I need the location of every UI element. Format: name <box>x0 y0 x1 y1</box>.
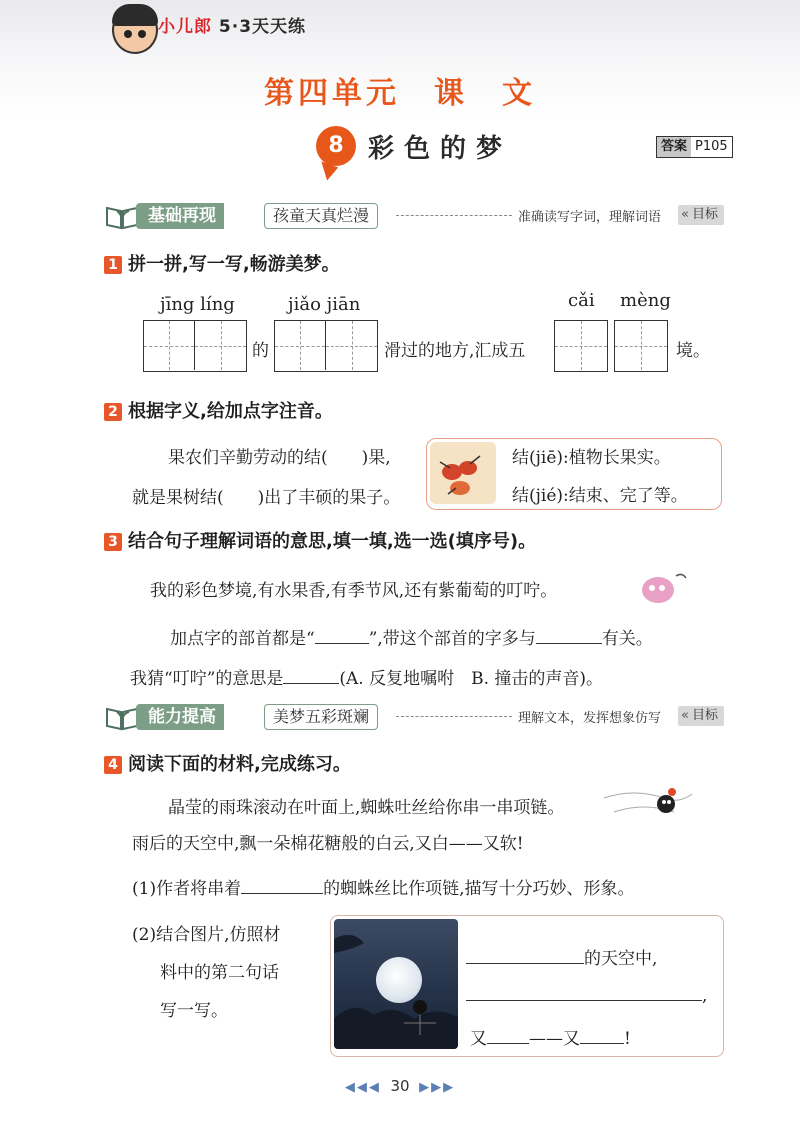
brand-name: 小儿郎 <box>158 17 212 37</box>
question-instruction: 根据字义,给加点字注音。 <box>128 401 333 422</box>
q2-sentence-1: 果农们辛勤劳动的结( )果, <box>168 448 391 468</box>
q4-sub-2-line-2: 料中的第二句话 <box>160 963 279 983</box>
ant-illustration-icon <box>430 442 496 504</box>
fill-blank-relation[interactable] <box>536 643 602 644</box>
goal-tag: « 目标 <box>678 205 724 225</box>
section-label: 基础再现 <box>136 203 224 229</box>
q3-quote: 我的彩色梦境,有水果香,有季节风,还有紫葡萄的叮咛。 <box>150 581 558 601</box>
night-trees-icon <box>334 919 458 1049</box>
answer-reference <box>656 136 733 158</box>
right-arrows-icon: ▶▶▶ <box>419 1080 456 1095</box>
grid-cell[interactable] <box>144 321 195 370</box>
cartoon-ball-icon <box>636 570 692 606</box>
fill-blank-raindrops[interactable] <box>241 893 323 894</box>
question-3-heading <box>104 527 536 553</box>
book-sprout-icon <box>104 202 140 230</box>
pinyin-jingling: jīng líng <box>160 294 235 315</box>
question-instruction: 阅读下面的材料,完成练习。 <box>128 754 351 775</box>
question-1-heading <box>104 250 340 276</box>
grid-cell[interactable] <box>555 321 607 370</box>
q3-line1-a: 加点字的部首都是“ <box>170 629 315 649</box>
q2-definition-1: 结(jiē):植物长果实。 <box>512 448 671 468</box>
grid-cell[interactable] <box>615 321 667 370</box>
page-footer <box>0 1077 800 1095</box>
brand-series: 5·3天天练 <box>218 17 307 37</box>
q4-box-comma: , <box>702 986 708 1006</box>
q2-sentence-2: 就是果树结( )出了丰硕的果子。 <box>132 488 401 508</box>
q4-box-line3-a: 又 <box>470 1029 487 1049</box>
mascot-logo-icon <box>112 6 158 54</box>
section-goal: 准确读写字词，理解词语 <box>518 210 662 225</box>
left-arrows-icon: ◀◀◀ <box>344 1080 381 1095</box>
question-number: 2 <box>104 403 122 421</box>
q4-sub1-a: (1)作者将串着 <box>132 879 242 899</box>
section-subtitle: 美梦五彩斑斓 <box>264 704 378 730</box>
fill-blank-time[interactable] <box>466 963 584 964</box>
q4-box-line1-text: 的天空中, <box>584 949 658 969</box>
question-instruction: 结合句子理解词语的意思,填一填,选一选(填序号)。 <box>128 531 537 552</box>
q3-line-1 <box>170 624 653 649</box>
q4-sub-2-line-3: 写一写。 <box>160 1001 228 1021</box>
dotted-leader <box>396 215 512 216</box>
q4-sub-2-line-1: (2)结合图片,仿照材 <box>132 925 281 945</box>
q4-material-2: 雨后的天空中,飘一朵棉花糖般的白云,又白——又软! <box>132 834 524 854</box>
q3-line1-b: ”,带这个部首的字多与 <box>368 629 536 649</box>
q4-sub-1 <box>132 874 635 899</box>
q4-sub1-b: 的蜘蛛丝比作项链,描写十分巧妙、形象。 <box>323 879 635 899</box>
writing-grid-cai[interactable] <box>554 320 608 372</box>
question-number: 3 <box>104 533 122 551</box>
q4-material-1: 晶莹的雨珠滚动在叶面上,蜘蛛吐丝给你串一串项链。 <box>168 798 565 818</box>
q3-line2-b: (A. 反复地嘱咐 B. 撞击的声音)。 <box>339 669 604 689</box>
fill-blank-radical[interactable] <box>315 643 369 644</box>
grid-cell[interactable] <box>195 321 246 370</box>
section-goal: 理解文本，发挥想象仿写 <box>518 711 662 726</box>
question-4-heading <box>104 750 351 776</box>
question-2-heading <box>104 397 333 423</box>
spider-web-icon <box>604 778 694 830</box>
q4-box-line3-b: ——又 <box>529 1029 580 1049</box>
q4-box-line-1 <box>466 944 657 969</box>
writing-grid-jingling[interactable] <box>143 320 247 372</box>
writing-grid-meng[interactable] <box>614 320 668 372</box>
answer-label: 答案 <box>657 137 691 157</box>
q4-box-line-3 <box>470 1024 631 1049</box>
q1-text-de: 的 <box>252 341 269 361</box>
question-instruction: 拼一拼,写一写,畅游美梦。 <box>128 254 340 275</box>
moon-night-picture <box>334 919 458 1049</box>
pinyin-meng: mèng <box>620 290 671 311</box>
q3-line1-c: 有关。 <box>601 629 653 649</box>
lesson-number-badge: 8 <box>316 126 356 166</box>
pinyin-cai: cǎi <box>568 290 595 311</box>
fill-blank-adj-2[interactable] <box>580 1043 624 1044</box>
page-number: 30 <box>390 1077 410 1095</box>
dotted-leader <box>396 716 512 717</box>
q4-box-line3-c: ! <box>624 1029 631 1049</box>
grid-cell[interactable] <box>275 321 326 370</box>
fill-blank-choice[interactable] <box>283 683 339 684</box>
lesson-title: 彩色的梦 <box>368 134 513 164</box>
brand-title <box>158 12 306 37</box>
section-subtitle: 孩童天真烂漫 <box>264 203 378 229</box>
grid-cell[interactable] <box>326 321 377 370</box>
fill-blank-sentence[interactable] <box>466 1000 702 1001</box>
question-number: 1 <box>104 256 122 274</box>
q1-text-end: 境。 <box>676 341 710 361</box>
book-sprout-icon <box>104 703 140 731</box>
pinyin-jiaojian: jiǎo jiān <box>288 294 361 315</box>
fill-blank-adj-1[interactable] <box>487 1043 529 1044</box>
question-number: 4 <box>104 756 122 774</box>
q1-text-mid: 滑过的地方,汇成五 <box>384 341 526 361</box>
section-label: 能力提高 <box>136 704 224 730</box>
section-bar-advanced <box>104 703 734 731</box>
q4-box-line-2 <box>466 986 707 1006</box>
goal-tag: « 目标 <box>678 706 724 726</box>
unit-title: 第四单元 课 文 <box>264 76 536 111</box>
answer-page: P105 <box>695 139 728 154</box>
q3-line-2 <box>130 664 603 689</box>
section-bar-basic <box>104 202 734 230</box>
q3-line2-a: 我猜“叮咛”的意思是 <box>130 669 284 689</box>
q2-definition-2: 结(jié):结束、完了等。 <box>512 486 688 506</box>
writing-grid-jiaojian[interactable] <box>274 320 378 372</box>
